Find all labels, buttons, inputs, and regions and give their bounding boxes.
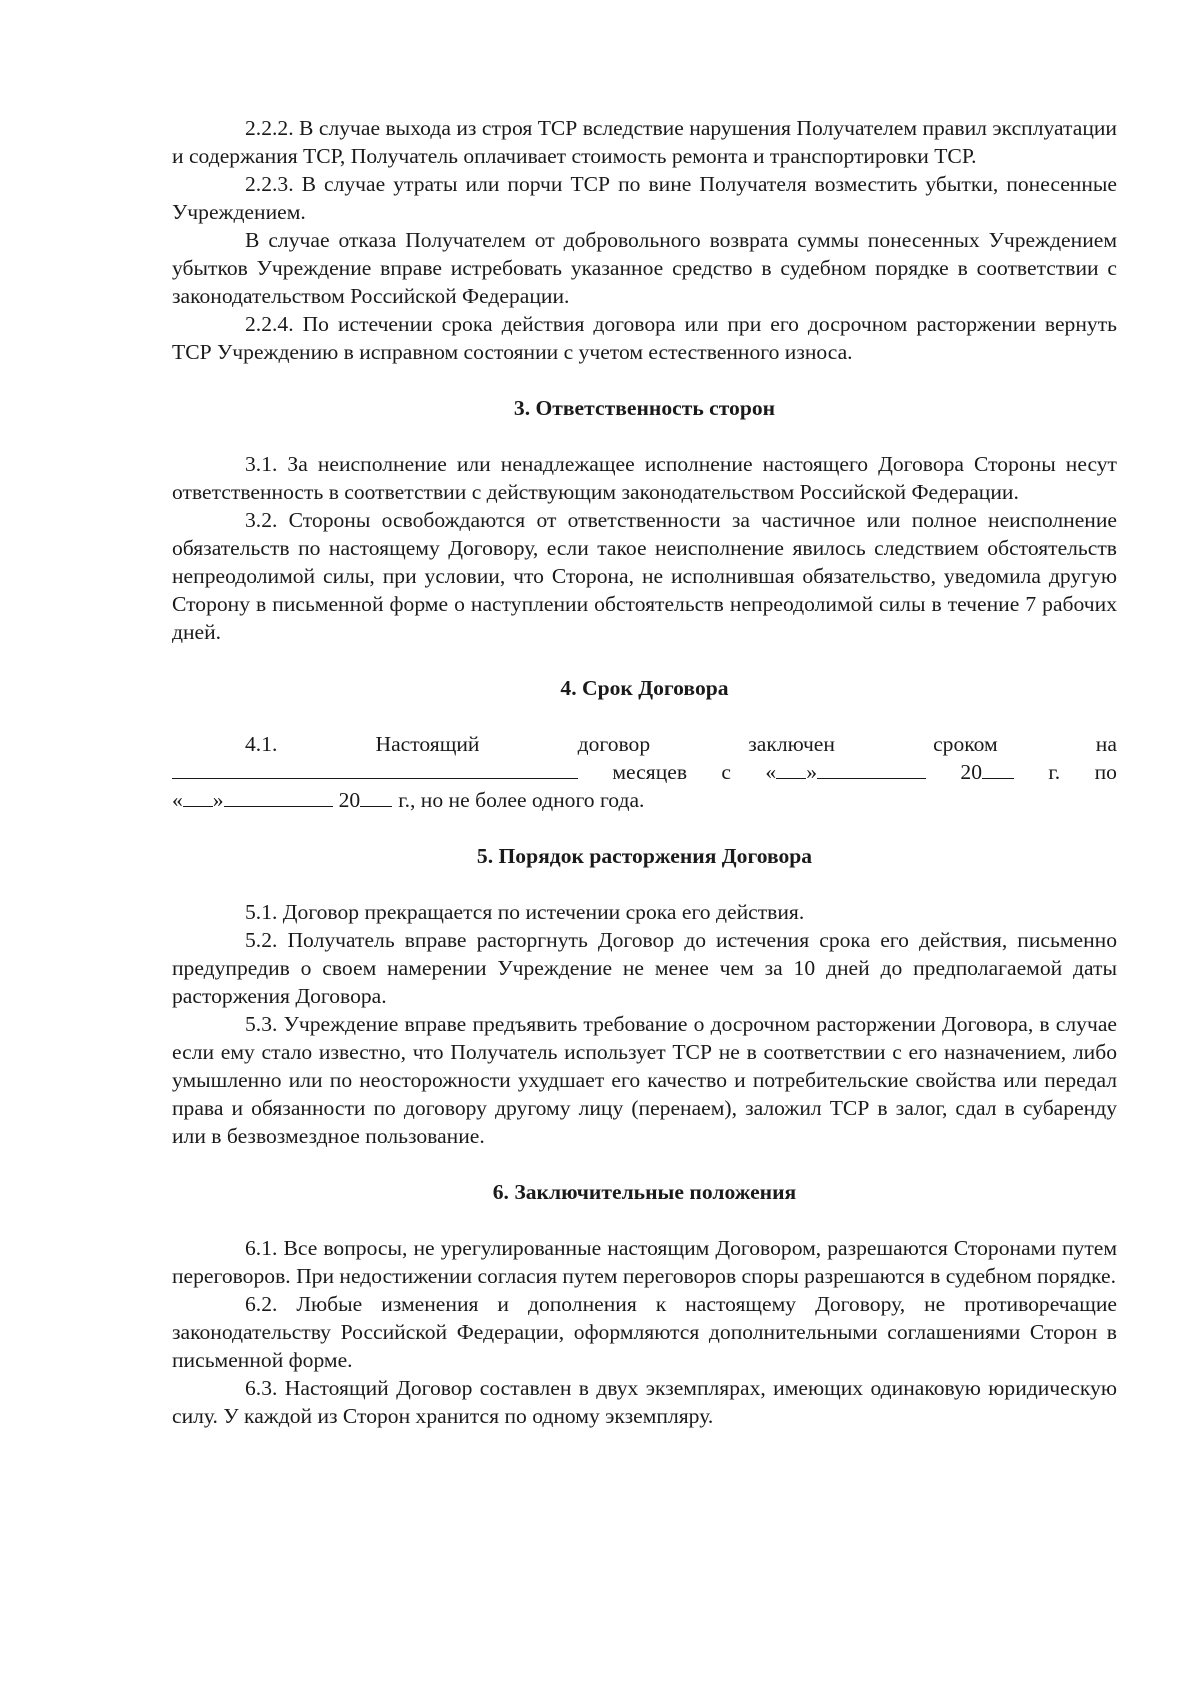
start-year-blank — [982, 758, 1014, 779]
clause-6-3: 6.3. Настоящий Договор составлен в двух экземплярах, имеющих одинаковую юридическую силу. У каждой из Сторон хранится по одному экземпляру. — [172, 1376, 1117, 1428]
term-word: Настоящий — [375, 732, 480, 756]
clause-5-3: 5.3. Учреждение вправе предъявить требование о досрочном расторжении Договора, в случае если ему стало известно, что Получатель использует ТСР не в соответствии с его назначением, либо умышленно или по неосторожности ухудшает его качество и потребительские свойства или передал права и обязанности по договору другому лицу (перенаем), заложил ТСР в залог, сдал в субаренду или в безвозмездное пользование. — [172, 1012, 1117, 1148]
to-label: по — [1094, 760, 1117, 784]
clause-2-2-4: 2.2.4. По истечении срока действия договора или при его досрочном расторжении вернуть ТСР Учреждению в исправном состоянии с учетом естественного износа. — [172, 312, 1117, 364]
term-tail: г., но не более одного года. — [398, 788, 645, 812]
section-5-title: 5. Порядок расторжения Договора — [476, 844, 813, 868]
quote-close: » — [212, 788, 224, 812]
quote-open: « — [765, 760, 777, 784]
section-4-title: 4. Срок Договора — [560, 676, 729, 700]
year-prefix: 20 — [960, 760, 982, 784]
from-label: с — [721, 760, 732, 784]
end-month-blank — [224, 786, 333, 807]
section-6-title: 6. Заключительные положения — [492, 1180, 797, 1204]
document-page — [172, 114, 1117, 1430]
term-line-1 — [172, 730, 1117, 758]
clause-2-2-3-refusal: В случае отказа Получателем от добровольного возврата суммы понесенных Учреждением убытков Учреждение вправе истребовать указанное средство в судебном порядке в соответствии с законодательством Российской Федерации. — [172, 228, 1117, 308]
start-day-blank — [776, 758, 806, 779]
months-count-blank — [172, 758, 578, 779]
months-label: месяцев — [612, 760, 688, 784]
clause-3-2: 3.2. Стороны освобождаются от ответственности за частичное или полное неисполнение обязательств по настоящему Договору, если такое неисполнение явилось следствием обстоятельств непреодолимой силы, при условии, что Сторона, не исполнившая обязательство, уведомила другую Сторону в письменной форме о наступлении обстоятельств непреодолимой силы в течение 7 рабочих дней. — [172, 508, 1117, 644]
clause-6-2: 6.2. Любые изменения и дополнения к настоящему Договору, не противоречащие законодательству Российской Федерации, оформляются дополнительными соглашениями Сторон в письменной форме. — [172, 1292, 1117, 1372]
end-day-blank — [183, 786, 213, 807]
clause-number: 4.1. — [245, 732, 278, 756]
year-prefix: 20 — [338, 788, 361, 812]
clause-4-1 — [172, 730, 1117, 814]
clause-5-2: 5.2. Получатель вправе расторгнуть Договор до истечения срока его действия, письменно предупредив о своем намерении Учреждение не менее чем за 10 дней до предполагаемой даты расторжения Договора. — [172, 928, 1117, 1008]
clause-2-2-2: 2.2.2. В случае выхода из строя ТСР вследствие нарушения Получателем правил эксплуатации и содержания ТСР, Получатель оплачивает стоимость ремонта и транспортировки ТСР. — [172, 116, 1117, 168]
term-word: договор — [577, 732, 651, 756]
clause-3-1: 3.1. За неисполнение или ненадлежащее исполнение настоящего Договора Стороны несут ответственность в соответствии с действующим законодательством Российской Федерации. — [172, 452, 1117, 504]
year-label: г. — [1048, 760, 1061, 784]
term-word: заключен — [748, 732, 835, 756]
clause-5-1: 5.1. Договор прекращается по истечении срока его действия. — [245, 900, 805, 924]
start-year — [960, 758, 1014, 786]
quote-close: » — [806, 760, 817, 784]
term-word: на — [1095, 732, 1117, 756]
clause-6-1: 6.1. Все вопросы, не урегулированные настоящим Договором, разрешаются Сторонами путем переговоров. При недостижении согласия путем переговоров споры разрешаются в судебном порядке. — [172, 1236, 1117, 1288]
term-line-3 — [172, 786, 1117, 814]
start-month-blank — [817, 758, 926, 779]
term-line-2 — [172, 758, 1117, 786]
start-date — [765, 758, 926, 786]
section-3-title: 3. Ответственность сторон — [513, 396, 776, 420]
quote-open: « — [172, 788, 183, 812]
term-word: сроком — [933, 732, 998, 756]
end-year-blank — [360, 786, 392, 807]
clause-2-2-3: 2.2.3. В случае утраты или порчи ТСР по вине Получателя возместить убытки, понесенные Учреждением. — [172, 172, 1117, 224]
